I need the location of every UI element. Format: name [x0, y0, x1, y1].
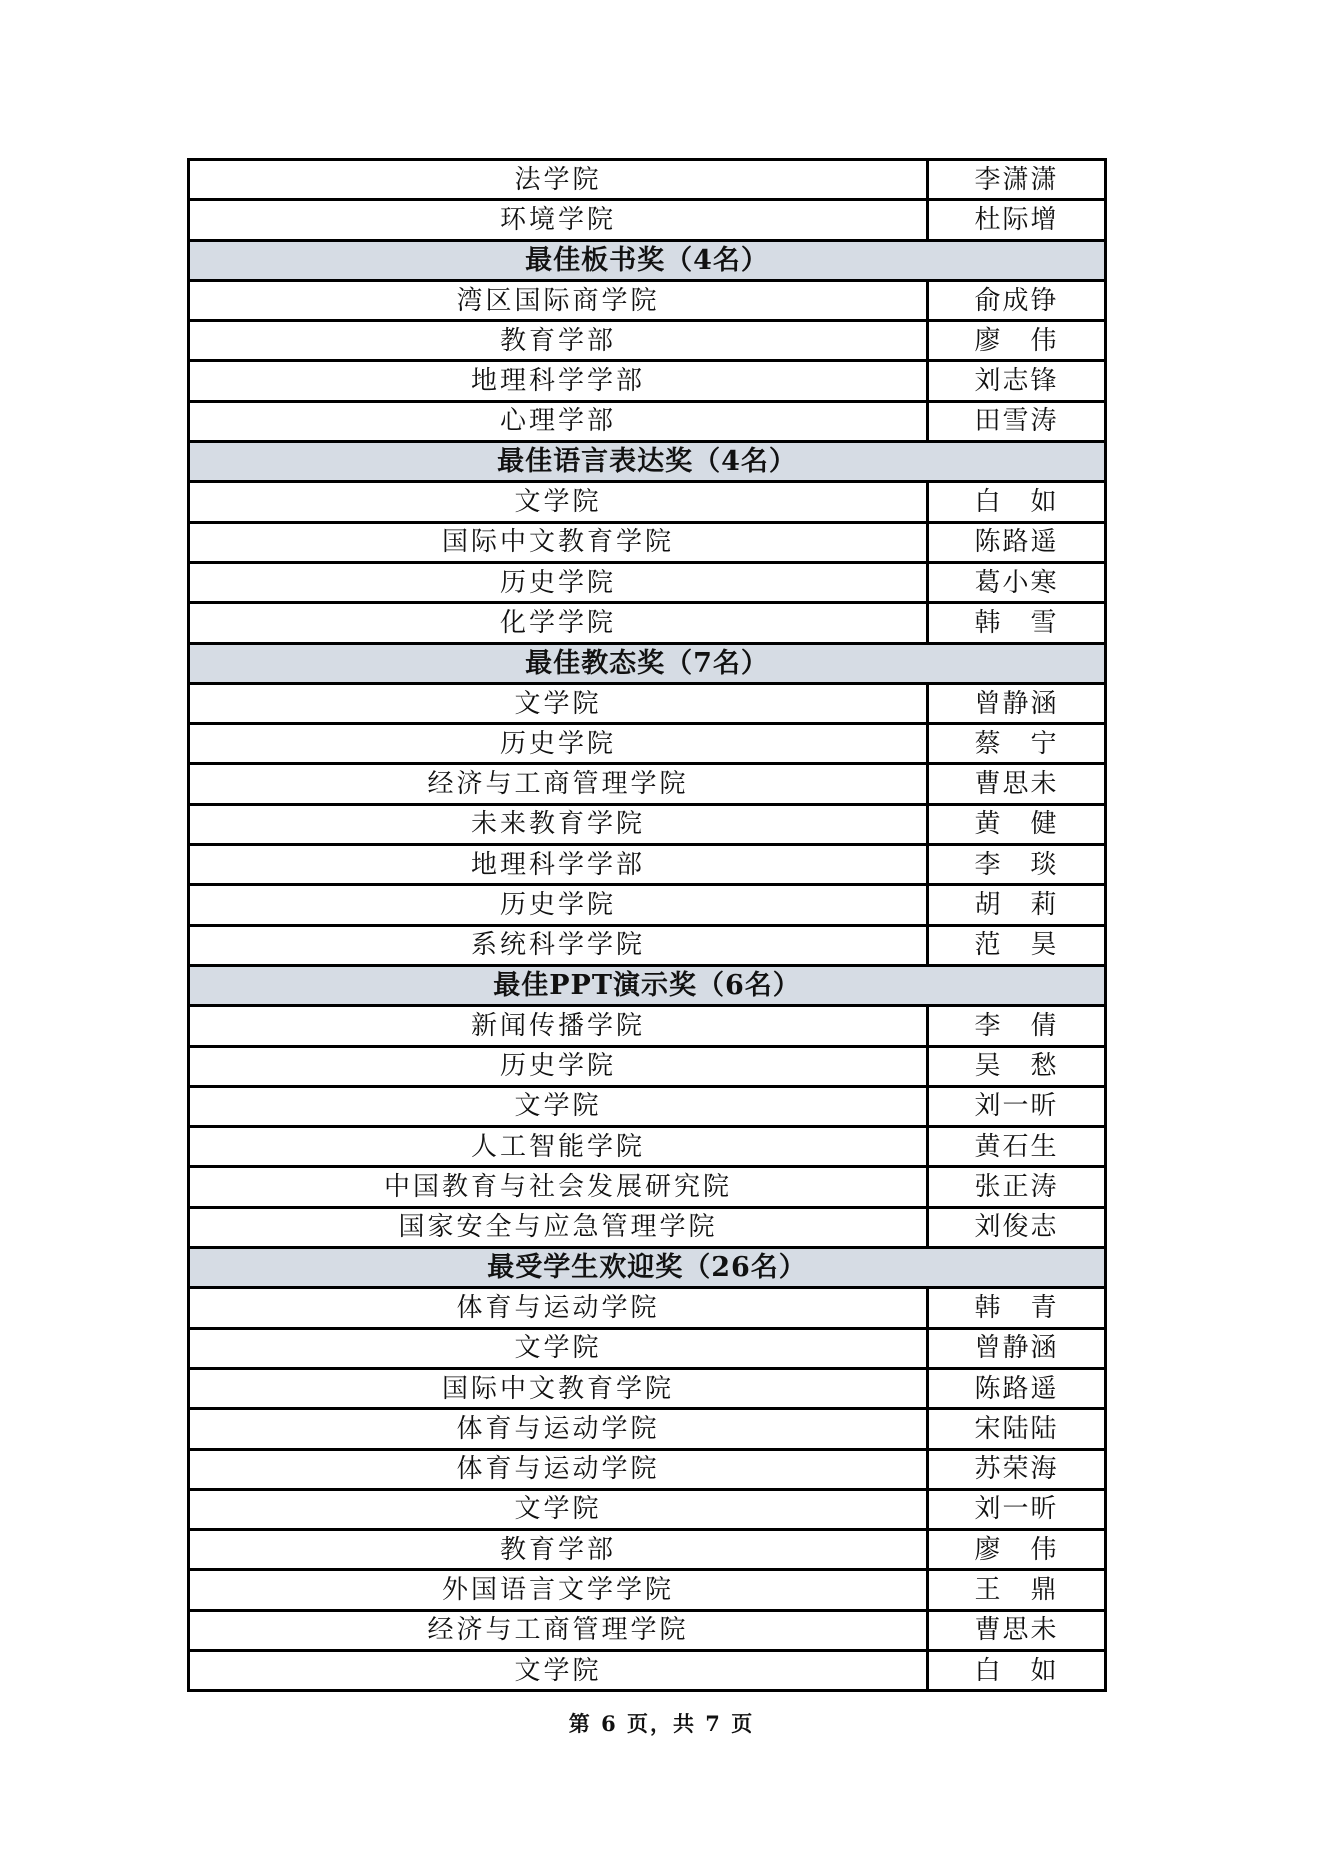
unit-cell: 文学院: [189, 1489, 928, 1529]
page-footer: 第 6 页，共 7 页: [568, 1711, 755, 1736]
name-cell: 刘俊志: [928, 1207, 1106, 1247]
table-row: [189, 1449, 1106, 1489]
unit-cell: 新闻传播学院: [189, 1006, 928, 1046]
name-cell: 吴 愁: [928, 1046, 1106, 1086]
unit-cell: 国际中文教育学院: [189, 1368, 928, 1408]
table-row: [189, 1489, 1106, 1529]
table-row: [189, 724, 1106, 764]
award-table-body: [189, 160, 1106, 1691]
name-cell: 俞成铮: [928, 280, 1106, 320]
unit-cell: 体育与运动学院: [189, 1449, 928, 1489]
table-row: [189, 401, 1106, 441]
name-cell: 韩 青: [928, 1288, 1106, 1328]
name-cell: 蔡 宁: [928, 724, 1106, 764]
table-row: [189, 1530, 1106, 1570]
table-row: [189, 1046, 1106, 1086]
section-title: 最佳PPT演示奖（6名）: [189, 965, 1106, 1005]
table-row: [189, 603, 1106, 643]
table-row: [189, 1650, 1106, 1690]
table-row: [189, 280, 1106, 320]
section-title: 最佳教态奖（7名）: [189, 643, 1106, 683]
name-cell: 苏荣海: [928, 1449, 1106, 1489]
section-header-row: [189, 1248, 1106, 1288]
name-cell: 杜际增: [928, 200, 1106, 240]
name-cell: 王 鼎: [928, 1570, 1106, 1610]
name-cell: 黄石生: [928, 1127, 1106, 1167]
section-header-row: [189, 240, 1106, 280]
name-cell: 白 如: [928, 482, 1106, 522]
name-cell: 胡 莉: [928, 885, 1106, 925]
section-header-row: [189, 643, 1106, 683]
name-cell: 田雪涛: [928, 401, 1106, 441]
name-cell: 刘一昕: [928, 1086, 1106, 1126]
unit-cell: 历史学院: [189, 724, 928, 764]
unit-cell: 体育与运动学院: [189, 1288, 928, 1328]
unit-cell: 心理学部: [189, 401, 928, 441]
unit-cell: 历史学院: [189, 1046, 928, 1086]
section-title: 最受学生欢迎奖（26名）: [189, 1248, 1106, 1288]
table-row: [189, 1086, 1106, 1126]
section-title: 最佳语言表达奖（4名）: [189, 442, 1106, 482]
name-cell: 黄 健: [928, 804, 1106, 844]
table-row: [189, 522, 1106, 562]
unit-cell: 文学院: [189, 683, 928, 723]
name-cell: 刘志锋: [928, 361, 1106, 401]
unit-cell: 国际中文教育学院: [189, 522, 928, 562]
name-cell: 廖 伟: [928, 1530, 1106, 1570]
unit-cell: 湾区国际商学院: [189, 280, 928, 320]
table-row: [189, 764, 1106, 804]
unit-cell: 文学院: [189, 1650, 928, 1690]
unit-cell: 教育学部: [189, 1530, 928, 1570]
name-cell: 白 如: [928, 1650, 1106, 1690]
table-row: [189, 1167, 1106, 1207]
name-cell: 张正涛: [928, 1167, 1106, 1207]
table-row: [189, 845, 1106, 885]
name-cell: 曾静涵: [928, 683, 1106, 723]
table-row: [189, 1288, 1106, 1328]
table-row: [189, 683, 1106, 723]
unit-cell: 经济与工商管理学院: [189, 764, 928, 804]
unit-cell: 法学院: [189, 160, 928, 200]
section-header-row: [189, 442, 1106, 482]
unit-cell: 经济与工商管理学院: [189, 1610, 928, 1650]
name-cell: 李 倩: [928, 1006, 1106, 1046]
name-cell: 陈路遥: [928, 522, 1106, 562]
table-row: [189, 1127, 1106, 1167]
name-cell: 刘一昕: [928, 1489, 1106, 1529]
unit-cell: 系统科学学院: [189, 925, 928, 965]
unit-cell: 国家安全与应急管理学院: [189, 1207, 928, 1247]
unit-cell: 文学院: [189, 482, 928, 522]
name-cell: 曹思未: [928, 764, 1106, 804]
name-cell: 葛小寒: [928, 562, 1106, 602]
table-row: [189, 200, 1106, 240]
unit-cell: 未来教育学院: [189, 804, 928, 844]
table-row: [189, 160, 1106, 200]
table-row: [189, 1610, 1106, 1650]
table-row: [189, 321, 1106, 361]
table-row: [189, 1207, 1106, 1247]
name-cell: 宋陆陆: [928, 1409, 1106, 1449]
table-row: [189, 885, 1106, 925]
unit-cell: 历史学院: [189, 885, 928, 925]
name-cell: 曹思未: [928, 1610, 1106, 1650]
name-cell: 范 昊: [928, 925, 1106, 965]
unit-cell: 文学院: [189, 1086, 928, 1126]
table-row: [189, 1006, 1106, 1046]
name-cell: 韩 雪: [928, 603, 1106, 643]
section-header-row: [189, 965, 1106, 1005]
unit-cell: 人工智能学院: [189, 1127, 928, 1167]
unit-cell: 中国教育与社会发展研究院: [189, 1167, 928, 1207]
table-row: [189, 482, 1106, 522]
name-cell: 曾静涵: [928, 1328, 1106, 1368]
table-row: [189, 361, 1106, 401]
table-row: [189, 1368, 1106, 1408]
table-row: [189, 925, 1106, 965]
unit-cell: 体育与运动学院: [189, 1409, 928, 1449]
name-cell: 陈路遥: [928, 1368, 1106, 1408]
table-row: [189, 1570, 1106, 1610]
name-cell: 李潇潇: [928, 160, 1106, 200]
table-row: [189, 562, 1106, 602]
unit-cell: 外国语言文学学院: [189, 1570, 928, 1610]
name-cell: 李 琰: [928, 845, 1106, 885]
section-title: 最佳板书奖（4名）: [189, 240, 1106, 280]
award-list-table: [187, 158, 1107, 1692]
unit-cell: 地理科学学部: [189, 361, 928, 401]
table-row: [189, 804, 1106, 844]
unit-cell: 教育学部: [189, 321, 928, 361]
unit-cell: 文学院: [189, 1328, 928, 1368]
unit-cell: 地理科学学部: [189, 845, 928, 885]
unit-cell: 历史学院: [189, 562, 928, 602]
table-row: [189, 1409, 1106, 1449]
table-row: [189, 1328, 1106, 1368]
unit-cell: 化学学院: [189, 603, 928, 643]
unit-cell: 环境学院: [189, 200, 928, 240]
name-cell: 廖 伟: [928, 321, 1106, 361]
